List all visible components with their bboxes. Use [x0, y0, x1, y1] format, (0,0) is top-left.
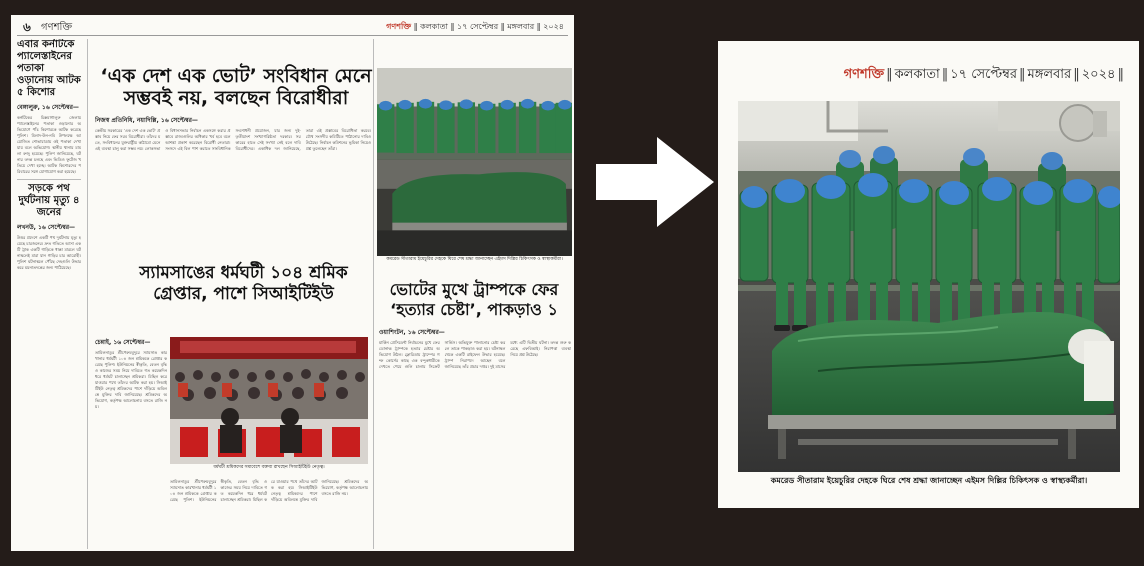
column-rule: [87, 39, 88, 549]
accident-story-body: উত্তর প্রদেশে একটি পথ দুর্ঘটনায় মৃত্যু হয়েছে চারজনের। দ্রুত গতিতে আসা একটি ট্রাক একটি গাড়িকে ধাক্কা মারলে ঘটনাস্থলেই মারা যান গাড়ির চার আরোহী। পুলিশ ঘটনাস্থলে পৌঁছে দেহগুলি উদ্ধার করে ময়নাতদন্তের জন্য পাঠিয়েছে।: [17, 235, 81, 270]
story-samsung-continued: [170, 479, 368, 549]
left-news-column: [17, 39, 81, 549]
samsung-photo-caption: ধর্মঘটী শ্রমিকদের সমাবেশে বক্তব্য রাখছেন সিআইটিইউ নেতৃত্ব।: [213, 465, 325, 470]
flag-story-dateline: বেঙ্গালুরু, ১৬ সেপ্টেম্বর—: [17, 104, 79, 111]
accident-story-headline: সড়কে পথ দুর্ঘটনায় মৃত্যু ৪ জনের: [17, 179, 81, 219]
paper-name: গণশক্তি: [41, 22, 73, 33]
story-samsung-body: তামিলনাডুর শ্রীপেরুমবুদুরে স্যামসাঙ কারখানার ধর্মঘটী ১০৪ জন শ্রমিককে গ্রেপ্তার করেছে পুলিশ। ইউনিয়নের স্বীকৃতি, বেতন বৃদ্ধি ও কাজের সময় নিয়ে দাবিতে গত কয়েকদিন ধরে ধর্মঘট চালাচ্ছেন শ্রমিকরা। মিছিল করে যাওয়ার পথে তাঁদের আটক করা হয়। সিআইটিইউ নেতৃত্ব শ্রমিকদের পাশে দাঁড়িয়ে অবিলম্বে মুক্তির দাবি জানিয়েছে। শ্রমিকদের অভিযোগ, কর্তৃপক্ষ আলোচনায় বসতে রাজি নয়।: [95, 350, 167, 409]
accident-story-dateline: লখনউ, ১৬ সেপ্টেম্বর—: [17, 224, 76, 231]
story-one-nation-one-vote-headline: ‘এক দেশ এক ভোট’ সংবিধান মেনে সম্ভবই নয়, বলছেন বিরোধীরা: [100, 65, 372, 109]
story-trump-body: মার্কিন প্রেসিডেন্ট নির্বাচনের মুখে ফের ডোনাল্ড ট্রাম্পকে হত্যার চেষ্টার অভিযোগ উঠল। ফ্লোরিডায় ট্রাম্পের গল্ফ কোর্সের কাছে এক বন্দুকধারীকে দেখতে পেয়ে গুলি চালায় সিক্রেট সার্ভিস। অভিযুক্ত পালানোর চেষ্টা করলে তাকে পাকড়াও করা হয়। ঘটনাস্থল থেকে একটি রাইফেল উদ্ধার হয়েছে। ট্রাম্প নিরাপদে আছেন বলে জানিয়েছে তাঁর প্রচার দপ্তর। দুই মাসের মধ্যে এটি দ্বিতীয় ঘটনা। তদন্ত শুরু করেছে এফবিআই। নিরাপত্তা ব্যবস্থা নিয়ে প্রশ্ন উঠেছে।: [379, 340, 571, 369]
column-rule: [373, 39, 374, 549]
flag-story-body: কর্নাটকের চিক্কমাগালুরু জেলায় প্যালেস্তাইনের পতাকা ওড়ানোর অভিযোগে পাঁচ কিশোরকে আটক করেছে পুলিশ। মিলাদ-উন-নবি উপলক্ষে আয়োজিত শোভাযাত্রায় ওই পতাকা দেখা যায় বলে অভিযোগ। স্থানীয় থানায় মামলা রুজু হয়েছে। পুলিশ জানিয়েছে, ঘটনার তদন্ত চলছে এবং ভিডিও ফুটেজ খতিয়ে দেখা হচ্ছে। আটক কিশোরদের পরিবারের সঙ্গে যোগাযোগ করা হয়েছে।: [17, 115, 81, 174]
story-samsung-body-continued: তামিলনাডুর শ্রীপেরুমবুদুরে স্যামসাঙ কারখানার ধর্মঘটী ১০৪ জন শ্রমিককে গ্রেপ্তার করেছে পুলিশ। ইউনিয়নের স্বীকৃতি, বেতন বৃদ্ধি ও কাজের সময় নিয়ে দাবিতে গত কয়েকদিন ধরে ধর্মঘট চালাচ্ছেন শ্রমিকরা। মিছিল করে যাওয়ার পথে তাঁদের আটক করা হয়। সিআইটিইউ নেতৃত্ব শ্রমিকদের পাশে দাঁড়িয়ে অবিলম্বে মুক্তির দাবি জানিয়েছে। শ্রমিকদের অভিযোগ, কর্তৃপক্ষ আলোচনায় বসতে রাজি নয়।: [170, 479, 368, 502]
header-city: কলকাতা: [894, 67, 940, 82]
zoomed-photo-frame: [718, 41, 1139, 508]
running-header-meta: গণশক্তি ‖ কলকাতা ‖ ১৭ সেপ্টেম্বর ‖ মঙ্গলবার ‖ ২০২৪: [386, 22, 564, 31]
story-trump-headline: ভোটের মুখে ট্রাম্পকে ফের ‘হত্যার চেষ্টা’, পাকড়াও ১: [389, 280, 559, 319]
paper-name-red: গণশক্তি: [843, 67, 885, 82]
story-samsung: [95, 337, 167, 549]
yechury-tribute-photo: [738, 101, 1120, 490]
story-trump-dateline: ওয়াশিংটন, ১৬ সেপ্টেম্বর—: [379, 329, 445, 336]
story-trump: [379, 327, 571, 549]
yechury-photo-caption-small: কমরেড সীতারাম ইয়েচুরির দেহকে ঘিরে শেষ শ্রদ্ধা জানাচ্ছেন এইমস দিল্লির চিকিৎসক ও স্বাস্থ্যকর্মীরা।: [386, 257, 563, 262]
photo-caption: কমরেড সীতারাম ইয়েচুরির দেহকে ঘিরে শেষ শ্রদ্ধা জানাচ্ছেন এইমস দিল্লির চিকিৎসক ও স্বাস্থ্যকর্মীরা।: [738, 472, 1120, 490]
page-number: ৬: [23, 20, 31, 34]
story-one-nation-one-vote-dateline: নিজস্ব প্রতিনিধি, নয়াদিল্লি, ১৬ সেপ্টেম্বর—: [95, 117, 198, 124]
story-one-nation-one-vote-body: কেন্দ্রীয় সরকারের ‘এক দেশ এক ভোট’ প্রস্তাব নিয়ে ফের সরব বিরোধীরা। তাঁদের মতে, সংবিধানের যুক্তরাষ্ট্রীয় কাঠামো মেনে এই ব্যবস্থা চালু করা সম্ভব নয়। লোকসভা ও বিধানসভার নির্বাচন একসঙ্গে করার প্রস্তাবে রাজ্যগুলির অধিকার খর্ব হবে বলে আশঙ্কা প্রকাশ করেছেন বিরোধী নেতারা। সংসদে এই বিল পাশ করাতে সাংবিধানিক সংশোধনী প্রয়োজন, যার জন্য দুই-তৃতীয়াংশ সংখ্যাগরিষ্ঠতা দরকার। সরকারের হাতে সেই সংখ্যা নেই বলে দাবি বিরোধীদের। একাধিক দল জানিয়েছে, তারা এই প্রস্তাবের বিরোধিতা করবে। যৌথ সংসদীয় কমিটিতে পাঠানোর দাবিও উঠেছে। নির্বাচন কমিশনের ভূমিকা নিয়েও প্রশ্ন তুলেছেন তাঁরা।: [95, 128, 371, 151]
arrow-right-icon: [596, 137, 714, 227]
story-samsung-dateline: চেন্নাই, ১৬ সেপ্টেম্বর—: [95, 339, 151, 346]
header-date: ১৭ সেপ্টেম্বর: [950, 67, 1018, 82]
yechury-tribute-photo-small: [377, 68, 572, 256]
flag-story-headline: এবার কর্নাটকে প্যালেস্তাইনের পতাকা ওড়ানোয় আটক ৫ কিশোর: [17, 39, 81, 98]
header-day: মঙ্গলবার: [1027, 67, 1072, 82]
page-running-header: [17, 19, 568, 36]
running-header: গণশক্তি ‖ কলকাতা ‖ ১৭ সেপ্টেম্বর ‖ মঙ্গলবার ‖ ২০২৪ ‖: [843, 67, 1124, 82]
newspaper-page: [11, 15, 574, 551]
story-one-nation-one-vote: [95, 115, 371, 255]
story-samsung-headline: স্যামসাঙের ধর্মঘটী ১০৪ শ্রমিক গ্রেপ্তার, পাশে সিআইটিইউ: [139, 263, 348, 304]
header-year: ২০২৪: [1081, 67, 1116, 82]
samsung-rally-photo: [170, 337, 368, 464]
